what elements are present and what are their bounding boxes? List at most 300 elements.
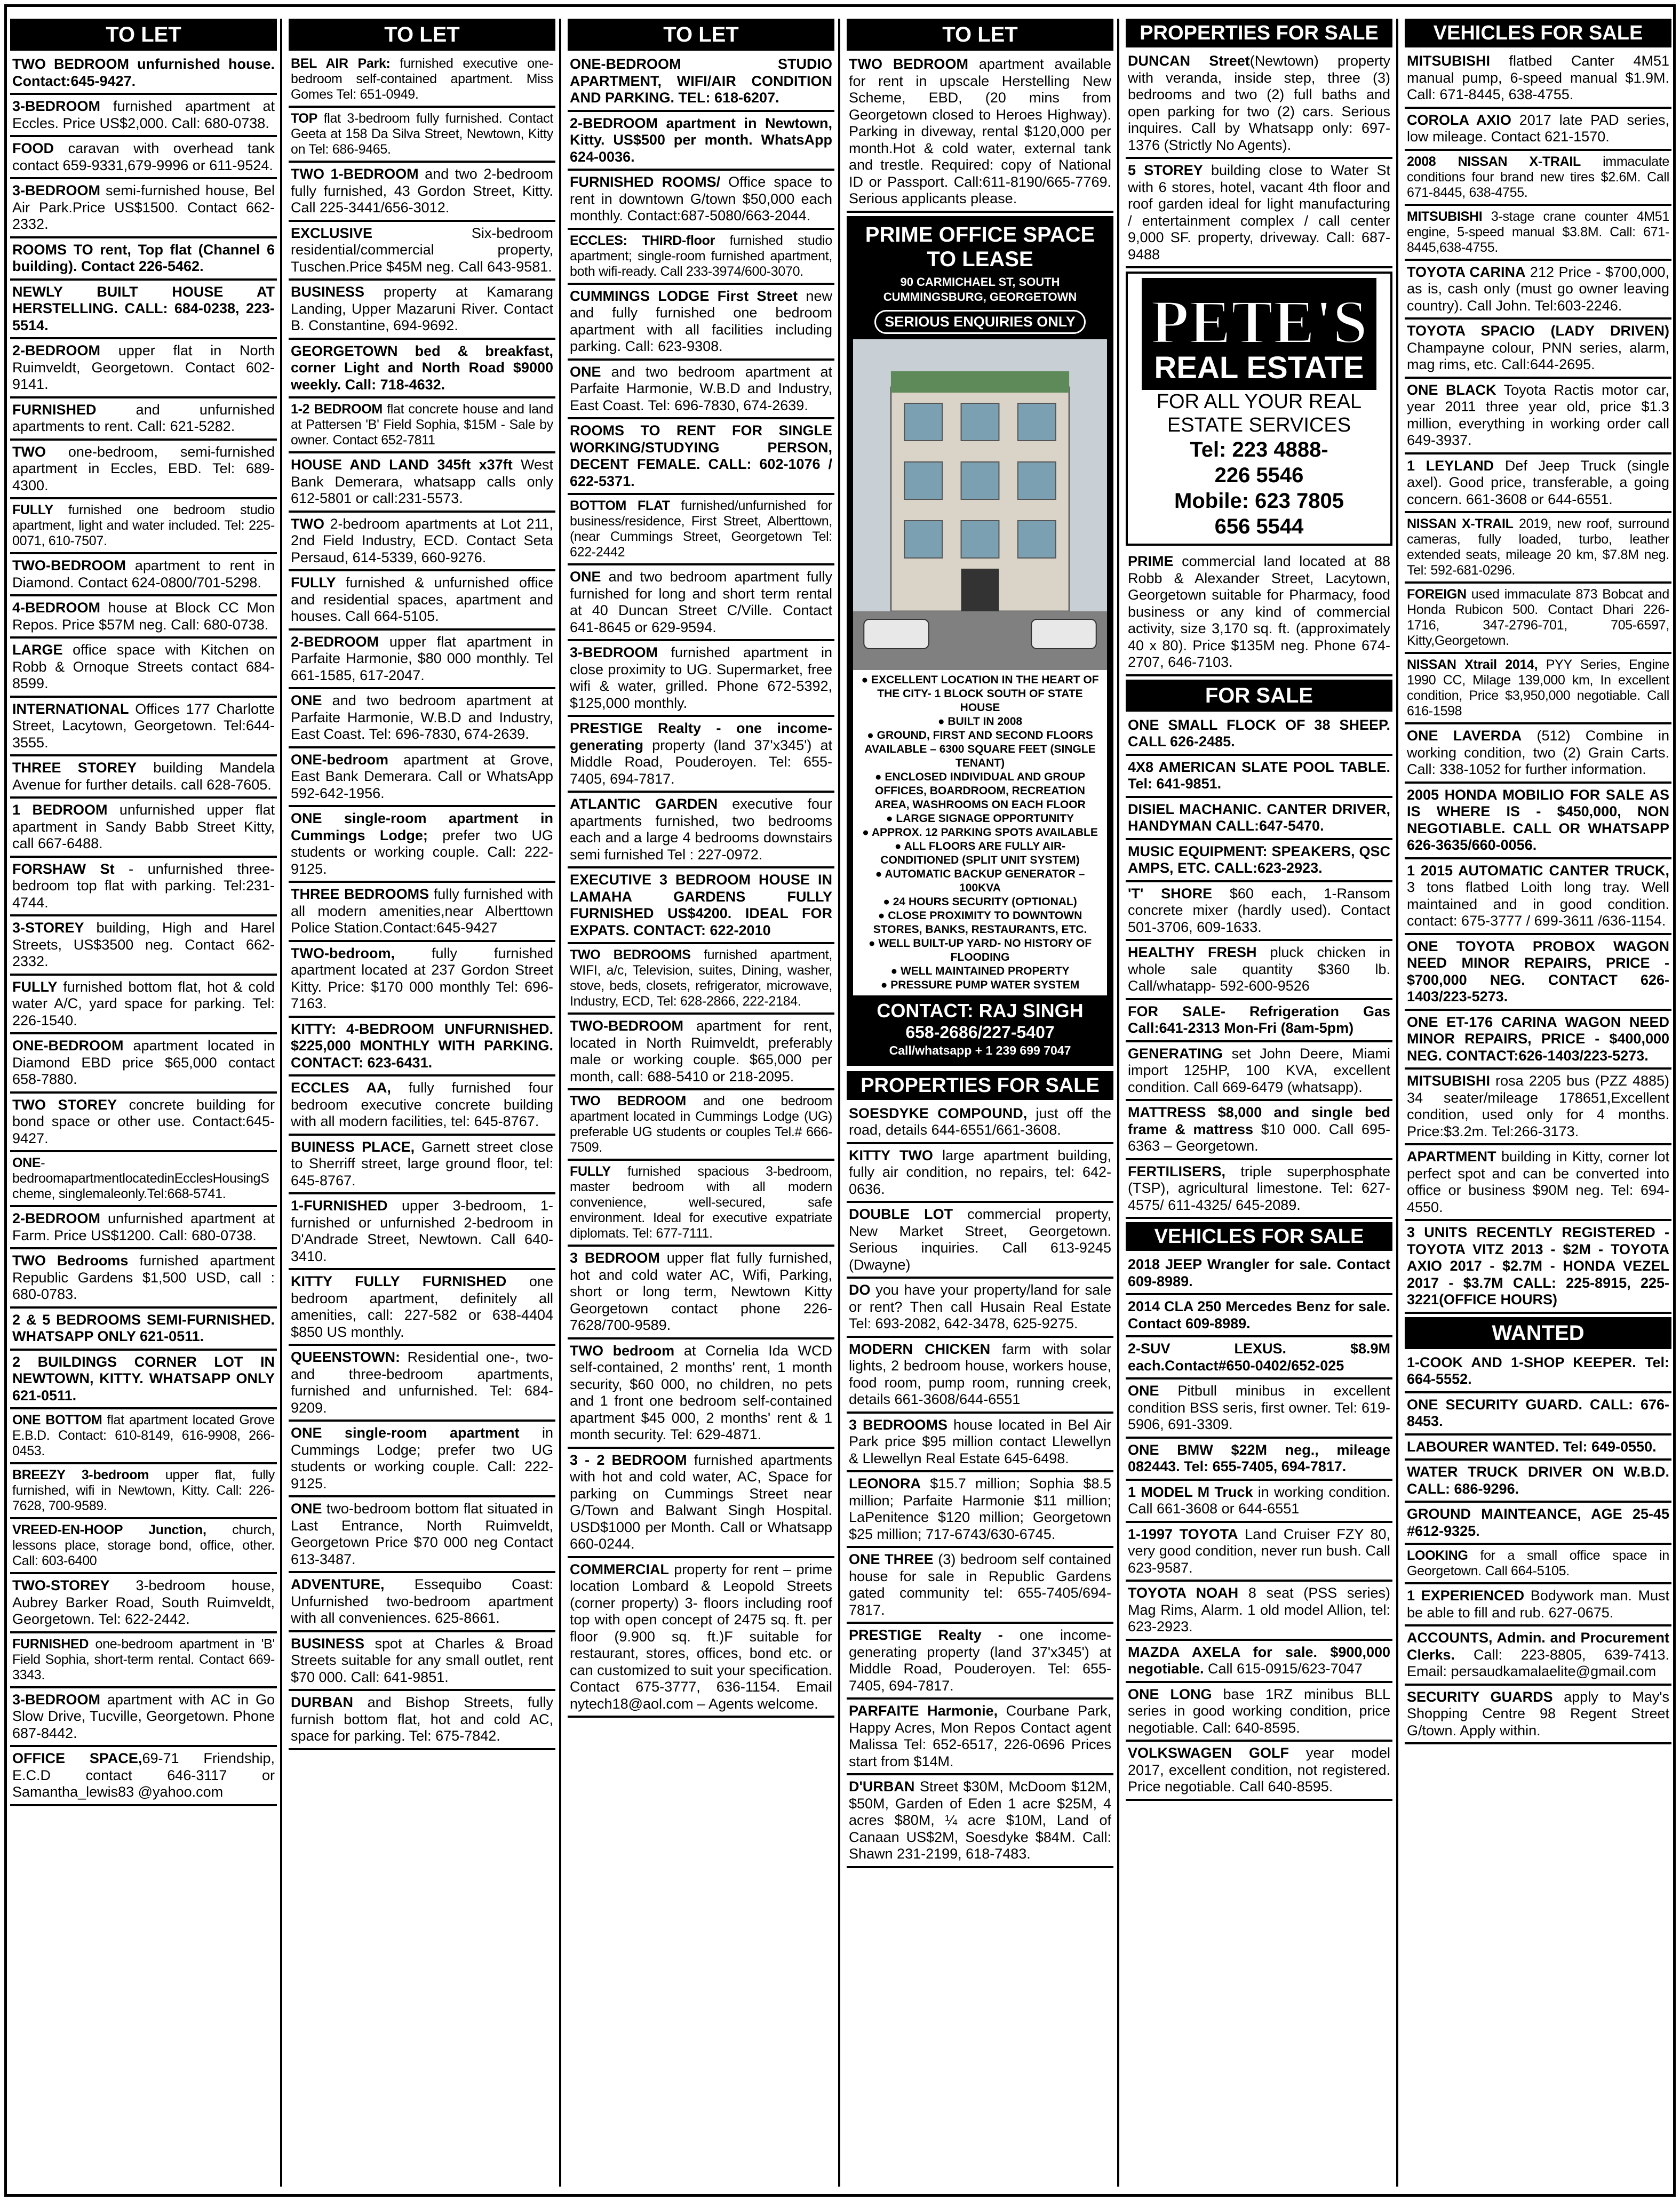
- ad-keyword: VOLKSWAGEN GOLF: [1128, 1745, 1289, 1761]
- classified-ad: [847, 1105, 1113, 1144]
- ad-keyword: 2-SUV LEXUS. $8.9M each.Contact#650-0402/652-025: [1128, 1341, 1390, 1374]
- classified-ad: [1126, 1383, 1392, 1439]
- petes-mobile: Mobile: 623 7805: [1174, 489, 1344, 513]
- classified-ad: [847, 1627, 1113, 1700]
- classified-ad: [847, 1476, 1113, 1548]
- ad-keyword: DUNCAN Street: [1128, 53, 1250, 69]
- ad-keyword: DISIEL MACHANIC. CANTER DRIVER, HANDYMAN CALL:647-5470.: [1128, 801, 1390, 834]
- ad-keyword: TWO-STOREY: [12, 1577, 110, 1593]
- ad-text: Courbane Park, Happy Acres, Mon Repos Contact agent Malissa Tel: 652-6517, 226-0696 Prices start from $14M.: [849, 1703, 1111, 1769]
- classified-ad: [1405, 657, 1671, 724]
- ad-keyword: BUSINESS: [291, 284, 365, 300]
- ad-keyword: 2-BEDROOM apartment in Newtown, Kitty. US$500 per month. WhatsApp 624-0036.: [570, 115, 832, 165]
- prime-feature: ● ALL FLOORS ARE FULLY AIR-CONDITIONED (SPLIT UNIT SYSTEM): [880, 840, 1080, 866]
- ad-keyword: TWO-bedroom,: [291, 945, 395, 961]
- prime-feature: ● EXCELLENT LOCATION IN THE HEART OF THE CITY- 1 BLOCK SOUTH OF STATE HOUSE: [861, 673, 1099, 714]
- ad-text: Call: 223-8805, 639-7413. Email: persaudkamalaelite@gmail.com: [1407, 1646, 1669, 1679]
- ad-keyword: COMMERCIAL: [570, 1561, 669, 1577]
- classified-ad: [10, 802, 277, 858]
- ad-text: building Mandela Avenue for further details. call 628-7605.: [12, 760, 275, 793]
- classified-ad: [1405, 382, 1671, 454]
- ad-keyword: DURBAN: [291, 1694, 353, 1710]
- ad-text: 3 tons flatbed Loith long tray. Well maintained and in good condition. contact: 675-3777 / 699-3611 /636-1154.: [1407, 879, 1669, 929]
- ad-keyword: 2-BEDROOM: [12, 1210, 101, 1226]
- classified-ad: [1126, 1104, 1392, 1160]
- classified-ad: [1405, 209, 1671, 261]
- classified-ad: [568, 720, 834, 793]
- classified-ad: [289, 810, 555, 883]
- prime-feature: ● PRESSURE PUMP WATER SYSTEM: [880, 978, 1080, 991]
- classified-ad: [289, 516, 555, 572]
- petes-tel: 226 5546: [1214, 464, 1304, 487]
- classified-ad: [289, 1273, 555, 1346]
- classified-ad: [1405, 787, 1671, 859]
- ad-keyword: TWO-BEDROOM: [570, 1018, 683, 1034]
- petes-mobile: 656 5544: [1214, 515, 1304, 538]
- classified-ad: [568, 1561, 834, 1718]
- ad-keyword: TWO Bedrooms: [12, 1253, 129, 1269]
- ad-text: house located in Bel Air Park price $95 million contact Llewellyn & Llewellyn Real Estate 645-6498.: [849, 1416, 1112, 1466]
- ad-keyword: EXCLUSIVE: [291, 225, 373, 241]
- column-rule: [559, 19, 561, 2187]
- classified-ad: [1126, 759, 1392, 798]
- ad-keyword: 3-BEDROOM: [570, 644, 658, 660]
- classified-ad: [10, 1468, 277, 1519]
- ad-keyword: 1-FURNISHED: [291, 1198, 388, 1214]
- ad-text: one income-generating property (land 37'x345') at Middle Road, Pouderoyen. Tel: 655-7405, 694-7817.: [849, 1627, 1111, 1694]
- ad-keyword: ONE-BEDROOM: [12, 1038, 124, 1054]
- ad-text: house at Block CC Mon Repos. Price $57M neg. Call: 680-0738.: [12, 600, 275, 633]
- column-to-let-1: [10, 19, 277, 2187]
- section-header: TO LET: [847, 19, 1113, 51]
- ad-keyword: ONE-bedroom: [291, 751, 389, 768]
- classified-ad: [1126, 1442, 1392, 1481]
- ad-keyword: NISSAN Xtrail 2014,: [1407, 657, 1538, 672]
- ad-keyword: MAZDA AXELA for sale. $900,000 negotiable.: [1128, 1644, 1390, 1677]
- ad-keyword: KITTY: 4-BEDROOM UNFURNISHED. $225,000 MONTHLY WITH PARKING. CONTACT: 623-6431.: [291, 1020, 553, 1071]
- ad-text: apartment with AC in Go Slow Drive, Tucville, Georgetown. Phone 687-8442.: [12, 1691, 275, 1741]
- classified-ad: [568, 233, 834, 285]
- ad-keyword: TWO BEDROOM: [12, 56, 129, 72]
- ad-keyword: FURNISHED: [12, 1636, 89, 1652]
- ad-text: furnished executive one-bedroom self-contained apartment. Miss Gomes Tel: 651-0949.: [291, 56, 553, 102]
- ad-keyword: GENERATING: [1128, 1045, 1223, 1062]
- ad-text: furnished apartments with hot and cold water, AC, Space for parking on Cummings Street near G/Town and Balwant Singh Hospital. USD$1000 per Month. Call or Whatsapp 660-0244.: [570, 1452, 833, 1552]
- ad-keyword: TWO 1-BEDROOM: [291, 166, 419, 182]
- ad-keyword: TWO STOREY: [12, 1096, 117, 1113]
- ad-keyword: FURNISHED: [12, 401, 97, 418]
- ad-text: building, High and Harel Streets, US$3500 neg. Contact 662-2332.: [12, 920, 275, 969]
- ad-keyword: ATLANTIC GARDEN: [570, 796, 718, 812]
- classified-ad: [10, 1155, 277, 1207]
- ad-text: commercial land located at 88 Robb & Alexander Street, Lacytown, Georgetown suitable for Pharmacy, food business or any kind of commercial activity, size 3,170 sq. ft. (approximately 40 x 80). Price $135M neg. Phone 674-2707, 646-7103.: [1128, 553, 1390, 670]
- ad-text: 212 Price - $700,000, as is, cash only (must go owner leaving country). Call John. Tel:603-2246.: [1407, 264, 1669, 314]
- ad-text: upper flat in North Ruimveldt, Georgetown. Contact 602-9141.: [12, 342, 275, 392]
- ad-text: executive four apartments furnished, two bedrooms each and a large 4 bedrooms downstairs semi furnished Tel : 227-0972.: [570, 796, 832, 863]
- classified-ad: [847, 1779, 1113, 1868]
- ad-text: 3-bedroom house, Aubrey Barker Road, South Ruimveldt, Georgetown. Tel: 622-2442.: [12, 1577, 275, 1627]
- ad-text: (512) Combine in working condition, two (2) Grain Carts. Call: 338-1052 for further information.: [1407, 728, 1669, 777]
- ad-keyword: ONE LAVERDA: [1407, 728, 1522, 744]
- ad-keyword: THREE STOREY: [12, 760, 137, 776]
- prime-contact: CONTACT: RAJ SINGH: [877, 999, 1084, 1022]
- ad-keyword: ONE BOTTOM: [12, 1413, 102, 1428]
- ad-text: apartment to rent in Diamond. Contact 624-0800/701-5298.: [12, 557, 275, 591]
- prime-feature: ● CLOSE PROXIMITY TO DOWNTOWN STORES, BANKS, RESTAURANTS, ETC.: [873, 909, 1087, 936]
- column-rule: [280, 19, 282, 2187]
- prime-title: PRIME OFFICE SPACE TO LEASE: [865, 222, 1095, 271]
- classified-ad: [10, 402, 277, 441]
- ad-keyword: 3 UNITS RECENTLY REGISTERED - TOYOTA VITZ 2013 - $2M - TOYOTA AXIO 2017 - $2.7M - HONDA VEZEL 2017 - $3.7M CALL: 225-8915, 225-3221(OFFICE HOURS): [1407, 1224, 1669, 1307]
- ad-keyword: FERTILISERS,: [1128, 1163, 1226, 1179]
- ad-keyword: ROOMS TO RENT FOR SINGLE WORKING/STUDYING PERSON, DECENT FEMALE. CALL: 602-1076 / 622-5371.: [570, 422, 832, 489]
- ad-text: at Cornelia Ida WCD self-contained, 2 months' rent, 1 month security, $60 000, no children, no pets and 1 front one bedroom self-contained apartment $45 000, 2 months' rent & 1 month security. Tel: 629-4871.: [570, 1342, 832, 1442]
- ad-keyword: TWO-BEDROOM: [12, 557, 126, 573]
- classified-ad: [10, 444, 277, 500]
- ad-text: furnished apartment, WIFI, a/c, Television, suites, Dining, washer, stove, beds, closets, refrigerator, microwave, Industry, ECD, Tel: 628-2866, 222-2184.: [570, 947, 832, 1009]
- ad-text: furnished bottom flat, hot & cold water A/C, yard space for parking. Tel: 226-1540.: [12, 978, 275, 1028]
- classified-ad: [10, 1637, 277, 1688]
- ad-keyword: THREE BEDROOMS: [291, 886, 429, 902]
- ad-text: flat apartment located Grove E.B.D. Contact: 610-8149, 616-9908, 266-0453.: [12, 1413, 275, 1458]
- ad-text: concrete building for bond space or other use. Contact:645-9427.: [12, 1096, 275, 1146]
- ad-keyword: D'URBAN: [849, 1779, 915, 1795]
- classified-ad: [1126, 1003, 1392, 1042]
- classified-ad: [10, 1097, 277, 1153]
- ad-keyword: TWO BEDROOM: [849, 56, 968, 72]
- classified-ad: [289, 225, 555, 281]
- ad-text: furnished & unfurnished office and residential spaces, apartment and houses. Call 664-5105.: [291, 575, 553, 624]
- ad-text: apartment at Grove, East Bank Demerara. Call or WhatsApp 592-642-1956.: [291, 751, 553, 801]
- classified-ad: [1405, 323, 1671, 379]
- classified-ad: [1405, 863, 1671, 935]
- ad-text: unfurnished apartment at Farm. Price US$1200. Call: 680-0738.: [12, 1210, 275, 1243]
- classified-ad: [1126, 1644, 1392, 1683]
- classified-ad: [1405, 53, 1671, 109]
- classified-ad: [847, 1417, 1113, 1473]
- ad-text: Garnett street close to Sherriff street, large ground floor, tel: 645-8767.: [291, 1138, 553, 1189]
- ad-text: property for rent – prime location Lombard & Leopold Streets (corner property) 3- floors including roof top with open concept of 2475 sq. ft. per floor (9.900 sq. ft.)F suitable for restaurant, stores, offices, bond etc. or can customized to suit your specification. Contact 675-3777, 636-1154. Email nytech18@aol.com – Agents welcome.: [570, 1561, 832, 1712]
- ad-keyword: ONE THREE: [849, 1551, 934, 1567]
- classified-ad: [1126, 1256, 1392, 1295]
- classified-ad: [10, 600, 277, 639]
- section-header: VEHICLES FOR SALE: [1405, 19, 1671, 47]
- classified-ad: [1126, 1298, 1392, 1337]
- ad-text: prefer two UG students or working couple. Call: 222-9125.: [291, 827, 553, 877]
- ad-keyword: 2 BUILDINGS CORNER LOT IN NEWTOWN, KITTY. WHATSAPP ONLY 621-0511.: [12, 1353, 275, 1403]
- ad-keyword: 4-BEDROOM: [12, 600, 101, 616]
- ad-text: large apartment building, fully air condition, no repairs, tel: 642-0636.: [849, 1147, 1111, 1197]
- classified-ad: [568, 569, 834, 641]
- ad-text: and two bedroom apartment at Parfaite Harmonie, W.B.D and Industry, East Coast. Tel: 696-7830, 674-2639.: [570, 363, 832, 413]
- classified-ad: [10, 701, 277, 757]
- ad-keyword: KITTY FULLY FURNISHED: [291, 1273, 507, 1289]
- classified-ad: [568, 288, 834, 361]
- ad-keyword: ONE ET-176 CARINA WAGON NEED MINOR REPAIRS, PRICE - $400,000 NEG. CONTACT:626-1403/223-5273.: [1407, 1014, 1669, 1064]
- ad-keyword: CUMMINGS LODGE First Street: [570, 288, 798, 304]
- ad-keyword: 2-BEDROOM: [12, 342, 101, 358]
- section-header: TO LET: [10, 19, 277, 51]
- classified-ad: [1126, 1341, 1392, 1379]
- classified-ad: [1405, 1439, 1671, 1461]
- ad-keyword: FORSHAW St: [12, 860, 115, 877]
- ad-keyword: 3-BEDROOM: [12, 182, 101, 198]
- ad-text: property (land 37'x345') at Middle Road, Pouderoyen. Tel: 655-7405, 694-7817.: [570, 737, 832, 787]
- ad-keyword: TOYOTA SPACIO (LADY DRIVEN): [1407, 323, 1669, 339]
- classified-ad: [289, 1021, 555, 1077]
- ad-keyword: HEALTHY FRESH: [1128, 944, 1257, 960]
- ad-keyword: ECCLES AA,: [291, 1080, 391, 1096]
- ad-keyword: 4X8 AMERICAN SLATE POOL TABLE. Tel: 641-9851.: [1128, 759, 1390, 792]
- classified-ad: [847, 1206, 1113, 1279]
- ad-keyword: WATER TRUCK DRIVER ON W.B.D. CALL: 686-9296.: [1407, 1464, 1669, 1497]
- ad-keyword: ONE BLACK: [1407, 381, 1496, 398]
- classified-ad: [1126, 1526, 1392, 1582]
- ad-text: property at Kamarang Landing, Upper Mazaruni River. Contact B. Constantine, 694-9692.: [291, 284, 553, 333]
- ad-keyword: 1 MODEL M Truck: [1128, 1484, 1253, 1500]
- classified-ad: [1405, 1689, 1671, 1745]
- ad-text: year model 2017, excellent condition, not registered. Price negotiable. Call 640-8595.: [1128, 1745, 1390, 1795]
- ad-text: triple superphosphate (TSP), agricultural limestone. Tel: 627-4575/ 611-4325/ 645-2089.: [1128, 1163, 1390, 1213]
- ad-text: in Cummings Lodge; prefer two UG students or working couple. Call: 222-9125.: [291, 1425, 553, 1492]
- classified-ad: [1126, 1163, 1392, 1219]
- classified-ad: [10, 861, 277, 917]
- ad-keyword: MITSUBISHI: [1407, 209, 1483, 224]
- classified-ad: [10, 760, 277, 799]
- ad-keyword: FULLY: [12, 503, 53, 517]
- ad-keyword: ACCOUNTS, Admin. and Procurement Clerks.: [1407, 1630, 1669, 1663]
- classified-ad: [10, 557, 277, 596]
- building-photo: [853, 339, 1107, 670]
- ad-text: (Newtown) property with veranda, inside step, three (3) bedrooms and two (2) full baths and open parking for two (2) cars. Serious inquires. Call by Whatsapp only: 697-1376 (Strictly No Agents).: [1128, 53, 1390, 153]
- classified-ad: [10, 140, 277, 179]
- classified-ad: [10, 979, 277, 1035]
- classified-ad: [289, 886, 555, 942]
- ad-keyword: NISSAN X-TRAIL: [1407, 516, 1514, 531]
- ad-text: for a small office space in Georgetown. Call 664-5105.: [1407, 1548, 1669, 1578]
- ad-keyword: 3-BEDROOM: [12, 98, 101, 114]
- ad-text: - unfurnished three-bedroom top flat with parking. Tel:231-4744.: [12, 860, 275, 911]
- classified-ad: [1405, 112, 1671, 151]
- ad-keyword: BEL AIR Park:: [291, 56, 391, 71]
- classified-ad: [568, 364, 834, 420]
- ad-text: fully furnished four bedroom executive concrete building with all modern facilities, tel: 645-8767.: [291, 1080, 553, 1129]
- ad-text: Land Cruiser FZY 80, very good condition, never run bush. Call 623-9587.: [1128, 1526, 1391, 1576]
- ad-keyword: PRIME: [1128, 553, 1174, 569]
- ad-text: and one bedroom apartment located in Cummings Lodge (UG) preferable UG students or couples Tel.# 666-7509.: [570, 1094, 832, 1155]
- classified-ad: [289, 692, 555, 748]
- ad-keyword: ONE single-room apartment: [291, 1425, 520, 1441]
- ad-keyword: 'T' SHORE: [1128, 885, 1213, 902]
- ad-keyword: ECCLES: THIRD-floor: [570, 233, 715, 248]
- classified-ad: [10, 1522, 277, 1574]
- classified-ad: [289, 1576, 555, 1632]
- ad-keyword: DOUBLE LOT: [849, 1206, 953, 1222]
- section-header: WANTED: [1405, 1317, 1671, 1349]
- ad-text: Street $30M, McDoom $12M, $50M, Garden of Eden 1 acre $25M, 4 acres $80M, ¼ acre $10M, Land of Canaan US$2M, Soesdyke $84M. Call: Shawn 231-2199, 618-7483.: [849, 1779, 1111, 1862]
- ad-text: furnished apartment in close proximity to UG. Supermarket, free wifi & water, grilled. Phone 672-5392, $125,000 monthly.: [570, 644, 832, 711]
- ad-keyword: ONE: [291, 1501, 322, 1517]
- ad-keyword: 3-BEDROOM: [12, 1691, 101, 1708]
- prime-feature: ● BUILT IN 2008: [937, 715, 1023, 728]
- classified-ad: [289, 343, 555, 399]
- column-rule: [1396, 19, 1398, 2187]
- classified-ad: [289, 1425, 555, 1497]
- ad-keyword: 2005 HONDA MOBILIO FOR SALE AS IS WHERE IS - $450,000, NON NEGOTIABLE. CALL OR WHATSAPP 626-3635/660-0056.: [1407, 786, 1669, 853]
- prime-address: 90 CARMICHAEL ST, SOUTH CUMMINGSBURG, GEORGETOWN: [883, 275, 1077, 304]
- ad-text: semi-furnished house, Bel Air Park.Price US$1500. Contact 662-2332.: [12, 182, 275, 232]
- classified-ad: [289, 166, 555, 222]
- ad-keyword: ONE: [1128, 1383, 1159, 1399]
- column-vehicles-for-sale: [1405, 19, 1671, 2187]
- ad-text: $60 each, 1-Ransom concrete mixer (hardly used). Contact 501-3706, 609-1633.: [1128, 885, 1390, 935]
- ad-keyword: 3 BEDROOM: [570, 1250, 660, 1266]
- classified-ad: [289, 1198, 555, 1270]
- ad-keyword: DO: [849, 1282, 871, 1298]
- ad-text: $10 000. Call 695-6363 – Georgetown.: [1128, 1121, 1390, 1154]
- ad-text: spot at Charles & Broad Streets suitable for any small outlet, rent $70 000. Call: 641-9851.: [291, 1635, 553, 1685]
- classified-ad: [1405, 728, 1671, 784]
- ad-keyword: 2014 CLA 250 Mercedes Benz for sale. Contact 609-8989.: [1128, 1298, 1390, 1331]
- logo-subtitle: REAL ESTATE: [1154, 350, 1364, 385]
- ad-keyword: 2008 NISSAN X-TRAIL: [1407, 154, 1581, 169]
- ad-text: furnished apartment at Eccles. Price US$2,000. Call: 680-0738.: [12, 98, 275, 131]
- ad-keyword: ONE SMALL FLOCK OF 38 SHEEP. CALL 626-2485.: [1128, 716, 1390, 749]
- ad-keyword: KITTY TWO: [849, 1147, 933, 1163]
- classified-ad: [289, 56, 555, 108]
- classified-ad: [10, 642, 277, 698]
- classified-ad: [1405, 1548, 1671, 1584]
- classified-ad: [289, 1501, 555, 1573]
- ad-text: 2-bedroom apartments at Lot 211, 2nd Field Industry, ECD. Contact Seta Persaud, 614-5339, 660-9276.: [291, 515, 553, 565]
- ad-keyword: LOOKING: [1407, 1548, 1468, 1563]
- classifieds-page: [4, 4, 1676, 2197]
- ad-keyword: MODERN CHICKEN: [849, 1341, 991, 1357]
- ad-keyword: 1-1997 TOYOTA: [1128, 1526, 1238, 1542]
- ad-keyword: ADVENTURE,: [291, 1576, 385, 1592]
- classified-ad: [568, 1164, 834, 1247]
- classified-ad: [289, 457, 555, 513]
- ad-keyword: FULLY: [291, 575, 336, 591]
- ad-keyword: ONE: [12, 1155, 41, 1170]
- ad-keyword: NEWLY BUILT HOUSE AT HERSTELLING. CALL: 684-0238, 223-5514.: [12, 283, 275, 333]
- ad-text: set John Deere, Miami import 125HP, 100 KVA, excellent condition. Call 669-6479 (whatsapp).: [1128, 1045, 1390, 1095]
- ad-text: Essequibo Coast: Unfurnished two-bedroom apartment with all conveniences. 625-8661.: [291, 1576, 553, 1626]
- ad-text: upper flat fully furnished, hot and cold water AC, Wifi, Parking, short or long term, Newtown Kitty Georgetown contact phone 226-7628/700-9589.: [570, 1250, 832, 1333]
- ad-text: Pitbull minibus in excellent condition BSS seris, first owner. Tel: 619-5906, 691-3309.: [1128, 1383, 1390, 1432]
- ad-keyword: PARFAITE Harmonie,: [849, 1703, 998, 1719]
- classified-ad: [289, 634, 555, 690]
- ad-keyword: LABOURER WANTED. Tel: 649-0550.: [1407, 1438, 1657, 1455]
- classified-ad: [568, 796, 834, 868]
- classified-ad: [1405, 1224, 1671, 1314]
- ad-text: West Bank Demerara, whatsapp calls only 612-5801 or call:231-5573.: [291, 457, 553, 506]
- classified-ad: [10, 1750, 277, 1806]
- classified-ad: [568, 947, 834, 1015]
- ad-text: farm with solar lights, 2 bedroom house, workers house, food room, pump room, running creek, details 661-3608/644-6551: [849, 1341, 1111, 1407]
- classified-ad: [1405, 1630, 1671, 1686]
- petes-tel: Tel: 223 4888-: [1190, 438, 1328, 461]
- ad-keyword: BUSINESS: [291, 1635, 365, 1652]
- ad-text: rent, Top flat (Channel 6 building). Contact 226-5462.: [12, 241, 275, 274]
- classified-ad: [568, 422, 834, 495]
- classified-ad: [10, 1038, 277, 1094]
- ad-text: 69-71 Friendship, E.C.D contact 646-3117 or Samantha_lewis83 @yahoo.com: [12, 1750, 275, 1800]
- classified-ad: [1126, 1585, 1392, 1641]
- classified-ad: [1126, 553, 1392, 676]
- ad-text: apartment located in Diamond EBD price $65,000 contact 658-7880.: [12, 1038, 275, 1087]
- classified-ad: [1405, 458, 1671, 514]
- ad-text: 2019, new roof, surround cameras, fully loaded, turbo, leather extended seats, mileage 20 km, $7.8M neg. Tel: 592-681-0296.: [1407, 516, 1669, 578]
- ad-text: just off the road, details 644-6551/661-3608.: [849, 1105, 1111, 1138]
- ad-keyword: FULLY: [12, 978, 58, 995]
- ad-keyword: ONE SECURITY GUARD. CALL: 676-8453.: [1407, 1396, 1669, 1429]
- section-header: FOR SALE: [1126, 680, 1392, 712]
- classified-ad: [1405, 1506, 1671, 1545]
- ad-keyword: QUEENSTOWN:: [291, 1349, 401, 1365]
- ad-text: in working condition. Call 661-3608 or 644-6551: [1128, 1484, 1390, 1517]
- prime-feature: ● LARGE SIGNAGE OPPORTUNITY: [886, 812, 1074, 825]
- ad-keyword: ONE BMW $22M neg., mileage 082443. Tel: 655-7405, 694-7817.: [1128, 1441, 1390, 1474]
- ad-keyword: 3 BEDROOMS: [849, 1416, 948, 1433]
- classified-ad: [1405, 1073, 1671, 1145]
- classified-ad: [289, 1349, 555, 1422]
- classified-ad: [10, 1413, 277, 1464]
- prime-feature: ● GROUND, FIRST AND SECOND FLOORS AVAILABLE – 6300 SQUARE FEET (SINGLE TENANT): [864, 729, 1096, 769]
- classified-ad: [1405, 587, 1671, 654]
- ad-keyword: TOYOTA NOAH: [1128, 1585, 1239, 1601]
- ad-text: office space with Kitchen on Robb & Ornoque Streets contact 684-8599.: [12, 642, 275, 691]
- ad-text: furnished apartment Republic Gardens $1,500 USD, call : 680-0783.: [12, 1253, 275, 1302]
- ad-text: one-bedroom apartment in 'B' Field Sophia, short-term rental. Contact 669-3343.: [12, 1636, 275, 1682]
- ad-text: base 1RZ minibus BLL series in good working condition, price negotiable. Call: 640-8595.: [1128, 1686, 1390, 1736]
- classified-ad: [1405, 264, 1671, 320]
- ad-keyword: TWO bedroom: [570, 1342, 675, 1359]
- prime-feature: ● ENCLOSED INDIVIDUAL AND GROUP OFFICES, BOARDROOM, RECREATION AREA, WASHROOMS ON EACH FLOOR: [874, 770, 1086, 811]
- column-properties-for-sale: [1126, 19, 1392, 2187]
- classified-ad: [568, 174, 834, 230]
- ad-keyword: 2018 JEEP Wrangler for sale. Contact 609-8989.: [1128, 1256, 1390, 1289]
- classified-ad: [1126, 717, 1392, 756]
- ad-text: rosa 2205 bus (PZZ 4885) 34 seater/mileage 178651,Excellent condition, used only for 4 months. Price:$3.2m. Tel:266-3173.: [1407, 1073, 1669, 1139]
- ad-keyword: MUSIC EQUIPMENT: SPEAKERS, QSC AMPS, ETC. CALL:623-2923.: [1128, 843, 1390, 876]
- ad-keyword: ONE single-room apartment in Cummings Lodge;: [291, 810, 553, 843]
- classified-ad: [568, 1250, 834, 1339]
- prime-feature: ● 24 HOURS SECURITY (OPTIONAL): [883, 895, 1077, 908]
- ad-text: Call 615-0915/623-7047: [1204, 1661, 1363, 1677]
- petes-real-estate-ad: [1126, 272, 1392, 546]
- classified-ad: [289, 1080, 555, 1136]
- ad-text: building in Kitty, corner lot perfect spot and can be converted into office or business $90M neg. Tel: 694-4550.: [1407, 1149, 1669, 1215]
- classified-ad: [847, 1703, 1113, 1775]
- classified-ad: [289, 945, 555, 1018]
- ad-keyword: 5 STOREY: [1128, 162, 1203, 178]
- classified-ad: [10, 284, 277, 340]
- classified-ad: [1126, 1745, 1392, 1801]
- section-header: VEHICLES FOR SALE: [1126, 1222, 1392, 1251]
- ad-keyword: 1-2 BEDROOM: [291, 402, 383, 417]
- classified-ad: [568, 1094, 834, 1161]
- ad-keyword: 3-STOREY: [12, 920, 84, 936]
- prime-feature: ● WELL BUILT-UP YARD- NO HISTORY OF FLOODING: [868, 937, 1092, 963]
- classified-ad: [847, 56, 1113, 213]
- prime-feature: ● WELL MAINTAINED PROPERTY: [890, 964, 1070, 977]
- ad-keyword: ONE-BEDROOM STUDIO APARTMENT, WIFI/AIR CONDITION AND PARKING. TEL: 618-6207.: [570, 56, 832, 106]
- classified-ad: [1126, 801, 1392, 840]
- ad-keyword: ONE: [570, 363, 601, 380]
- classified-ad: [10, 1577, 277, 1633]
- ad-text: 3-stage crane counter 4M51 engine, 5-speed manual $3.8M. Call: 671-8445,638-4755.: [1407, 209, 1669, 255]
